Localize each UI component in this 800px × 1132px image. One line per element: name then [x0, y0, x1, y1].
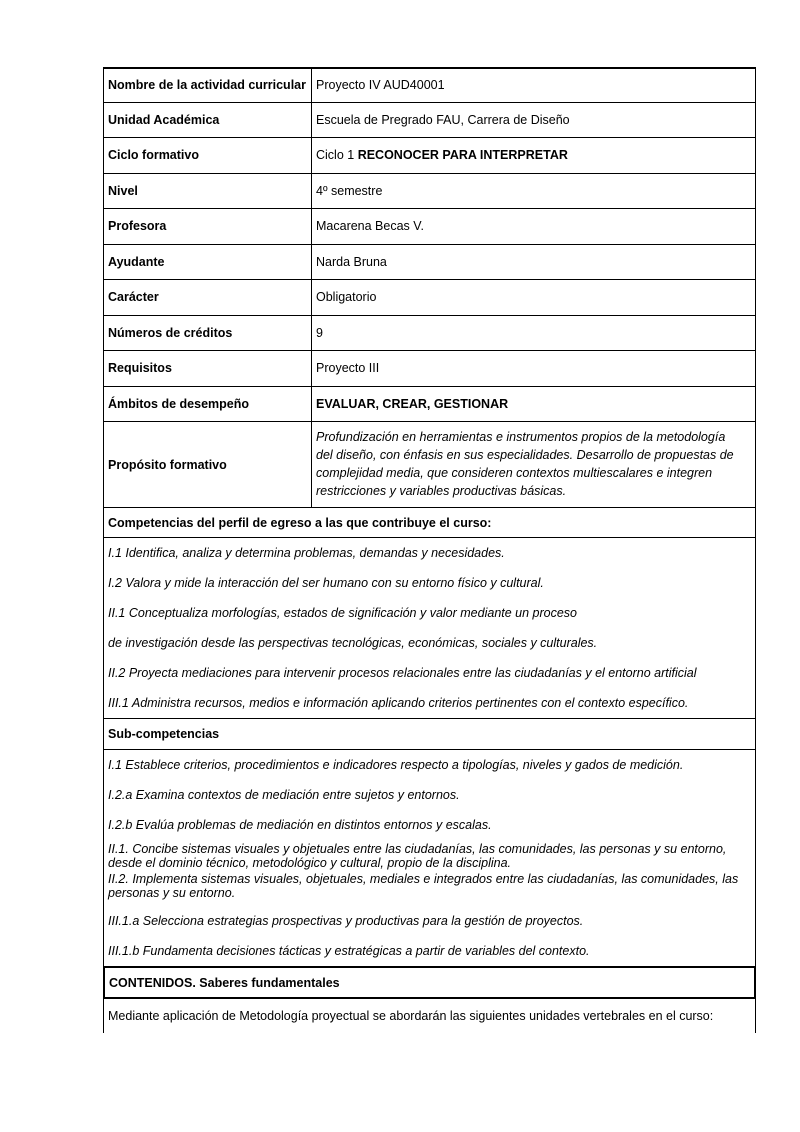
competencia-item: de investigación desde las perspectivas tecnológicas, económicas, sociales y culturales. [108, 636, 598, 650]
row-assistant [103, 245, 756, 281]
value-credits: 9 [316, 325, 323, 340]
subcompetencia-item: III.1.b Fundamenta decisiones tácticas y estratégicas a partir de variables del contexto. [108, 944, 590, 958]
subcompetencia-line: II.2. Implementa sistemas visuales, objetuales, mediales e integrados entre las ciudadanías, las comunidades, las [108, 872, 739, 886]
value-cycle-prefix: Ciclo 1 [316, 148, 358, 163]
row-academic-unit [103, 103, 756, 139]
subcompetencia-line: personas y su entorno. [108, 886, 236, 900]
competencia-item: I.1 Identifica, analiza y determina problemas, demandas y necesidades. [108, 546, 505, 560]
subcompetencia-line: II.1. Concibe sistemas visuales y objetuales entre las ciudadanías, las comunidades, las personas y su entorno, [108, 842, 727, 856]
label-purpose: Propósito formativo [104, 422, 312, 507]
value-course-name: Proyecto IV AUD40001 [316, 78, 445, 93]
purpose-line: restricciones y variables productivas básicas. [316, 484, 567, 498]
subcompetencia-item: I.2.a Examina contextos de mediación entre sujetos y entornos. [108, 788, 460, 802]
subcompetencias-heading: Sub-competencias [103, 718, 756, 750]
competencia-item: I.2 Valora y mide la interacción del ser humano con su entorno físico y cultural. [108, 576, 544, 590]
label-academic-unit: Unidad Académica [104, 103, 312, 138]
value-level: 4º semestre [316, 183, 383, 198]
row-cycle [103, 138, 756, 174]
label-requirements: Requisitos [104, 351, 312, 386]
row-course-name [103, 67, 756, 103]
subcompetencia-item-ii2 [104, 870, 755, 906]
row-character [103, 280, 756, 316]
value-purpose [312, 422, 755, 507]
competencias-heading: Competencias del perfil de egreso a las que contribuye el curso: [103, 508, 756, 538]
row-credits [103, 316, 756, 352]
subcompetencias-list [103, 750, 756, 966]
contenidos-intro: Mediante aplicación de Metodología proyectual se abordarán las siguientes unidades vertebrales en el curso: [103, 999, 756, 1033]
purpose-line: del diseño, con énfasis en sus especialidades. Desarrollo de propuestas de [316, 448, 734, 462]
competencia-item: III.1 Administra recursos, medios e información aplicando criterios pertinentes con el contexto específico. [108, 696, 689, 710]
competencias-list [103, 538, 756, 718]
value-professor: Macarena Becas V. [316, 219, 424, 234]
value-assistant: Narda Bruna [316, 254, 387, 269]
competencia-item: II.2 Proyecta mediaciones para intervenir procesos relacionales entre las ciudadanías y el entorno artificial [108, 666, 697, 680]
value-cycle [312, 138, 755, 173]
competencia-item: II.1 Conceptualiza morfologías, estados de significación y valor mediante un proceso [108, 606, 578, 620]
row-purpose [103, 422, 756, 508]
label-assistant: Ayudante [104, 245, 312, 280]
row-scope [103, 387, 756, 423]
syllabus-table [103, 67, 756, 1033]
row-level [103, 174, 756, 210]
value-character: Obligatorio [316, 290, 377, 305]
contenidos-heading: CONTENIDOS. Saberes fundamentales [103, 966, 756, 999]
label-level: Nivel [104, 174, 312, 209]
label-course-name: Nombre de la actividad curricular [104, 69, 312, 102]
label-character: Carácter [104, 280, 312, 315]
subcompetencia-line: desde el dominio técnico, metodológico y cultural, propio de la disciplina. [108, 856, 512, 870]
row-professor [103, 209, 756, 245]
label-scope: Ámbitos de desempeño [104, 387, 312, 422]
value-scope: EVALUAR, CREAR, GESTIONAR [316, 396, 509, 411]
subcompetencia-item: I.1 Establece criterios, procedimientos e indicadores respecto a tipologías, niveles y gados de medición. [108, 758, 684, 772]
subcompetencia-item: I.2.b Evalúa problemas de mediación en distintos entornos y escalas. [108, 818, 492, 832]
label-credits: Números de créditos [104, 316, 312, 351]
label-professor: Profesora [104, 209, 312, 244]
purpose-line: complejidad media, que consideren contextos multiescalares e integren [316, 466, 713, 480]
label-cycle: Ciclo formativo [104, 138, 312, 173]
value-requirements: Proyecto III [316, 361, 380, 376]
subcompetencia-item: III.1.a Selecciona estrategias prospectivas y productivas para la gestión de proyectos. [108, 914, 584, 928]
row-requirements [103, 351, 756, 387]
value-cycle-bold: RECONOCER PARA INTERPRETAR [357, 148, 568, 163]
value-academic-unit: Escuela de Pregrado FAU, Carrera de Diseño [316, 112, 570, 127]
purpose-line: Profundización en herramientas e instrumentos propios de la metodología [316, 430, 726, 444]
subcompetencia-item-ii1 [104, 840, 755, 870]
